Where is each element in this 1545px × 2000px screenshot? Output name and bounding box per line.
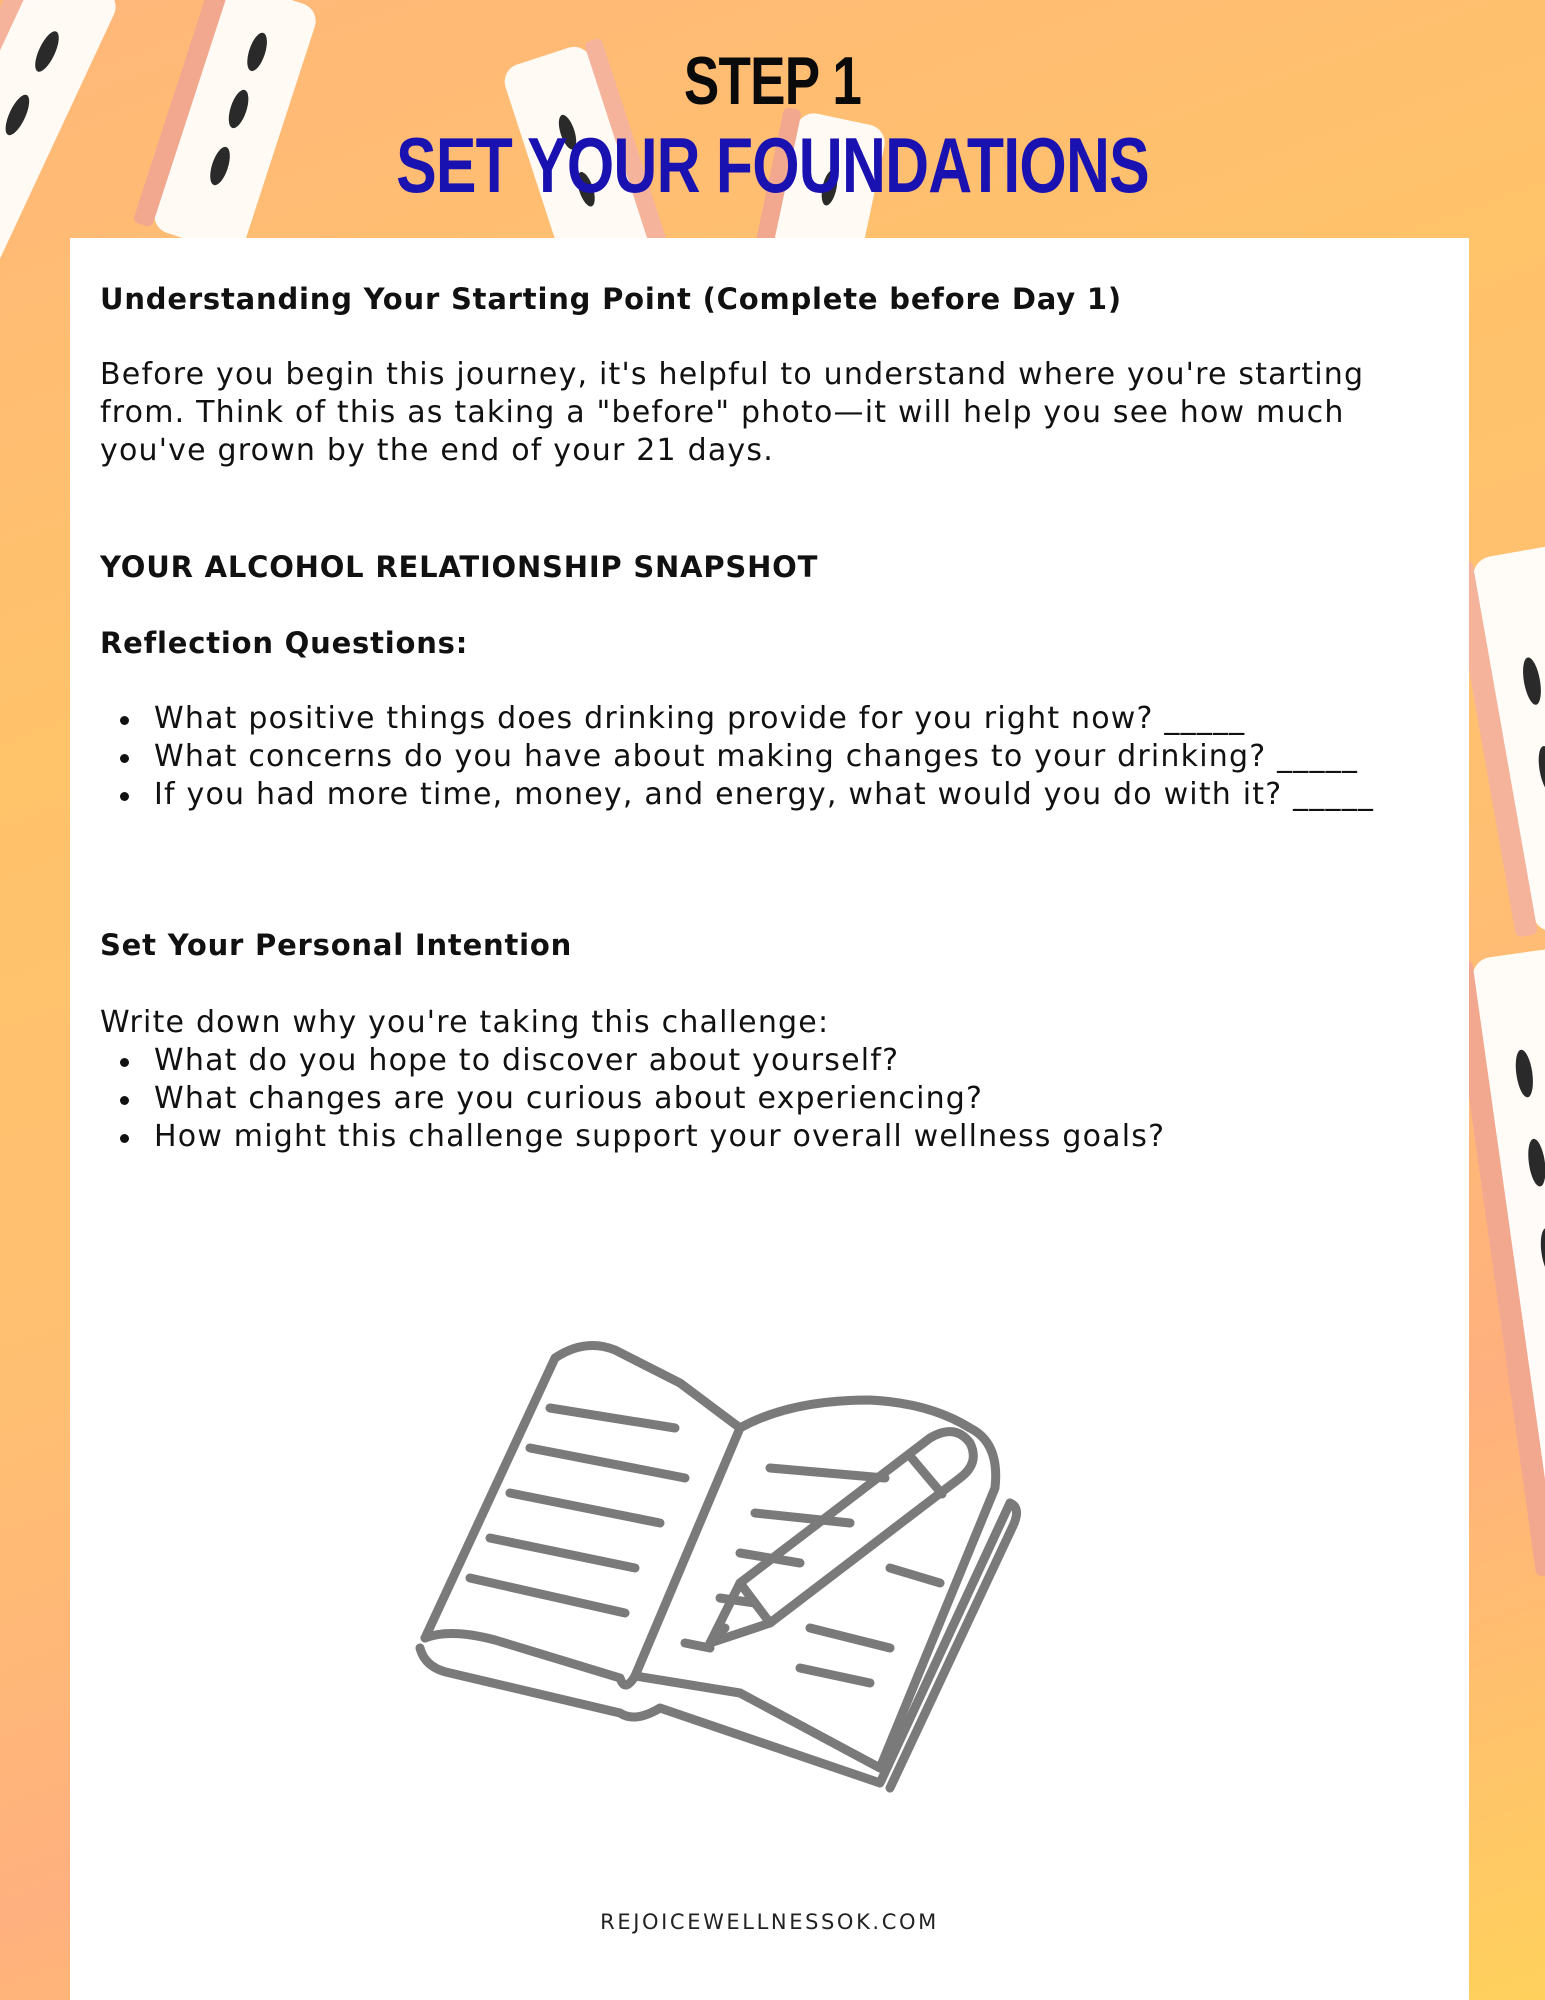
page-header [0,40,1545,208]
list-item: What positive things does drinking provide for you right now? _____ [100,700,1430,738]
list-item: If you had more time, money, and energy, what would you do with it? _____ [100,776,1430,814]
list-item: How might this challenge support your overall wellness goals? [100,1118,1430,1156]
reflection-question-list [100,700,1430,814]
list-item: What concerns do you have about making changes to your drinking? _____ [100,738,1430,776]
list-item: What do you hope to discover about yourself? [100,1042,1430,1080]
snapshot-heading: YOUR ALCOHOL RELATIONSHIP SNAPSHOT [100,550,819,584]
reflection-heading: Reflection Questions: [100,626,469,660]
intro-paragraph: Before you begin this journey, it's helpful to understand where you're starting from. Think of this as taking a "before" photo—it will help you see how much you've grown by the end of your 21 days. [100,357,1365,468]
notebook-pencil-icon [410,1328,1110,1798]
starting-point-heading: Understanding Your Starting Point (Complete before Day 1) [100,282,1122,316]
page-title: SET YOUR FOUNDATIONS [396,121,1149,209]
intention-list [100,1042,1430,1156]
list-item: What changes are you curious about experiencing? [100,1080,1430,1118]
content-card [70,238,1469,2000]
intention-lead: Write down why you're taking this challenge: [100,1005,830,1040]
intention-heading: Set Your Personal Intention [100,928,573,962]
step-label: STEP 1 [683,43,862,119]
website-footer: REJOICEWELLNESSOK.COM [600,1910,939,1934]
